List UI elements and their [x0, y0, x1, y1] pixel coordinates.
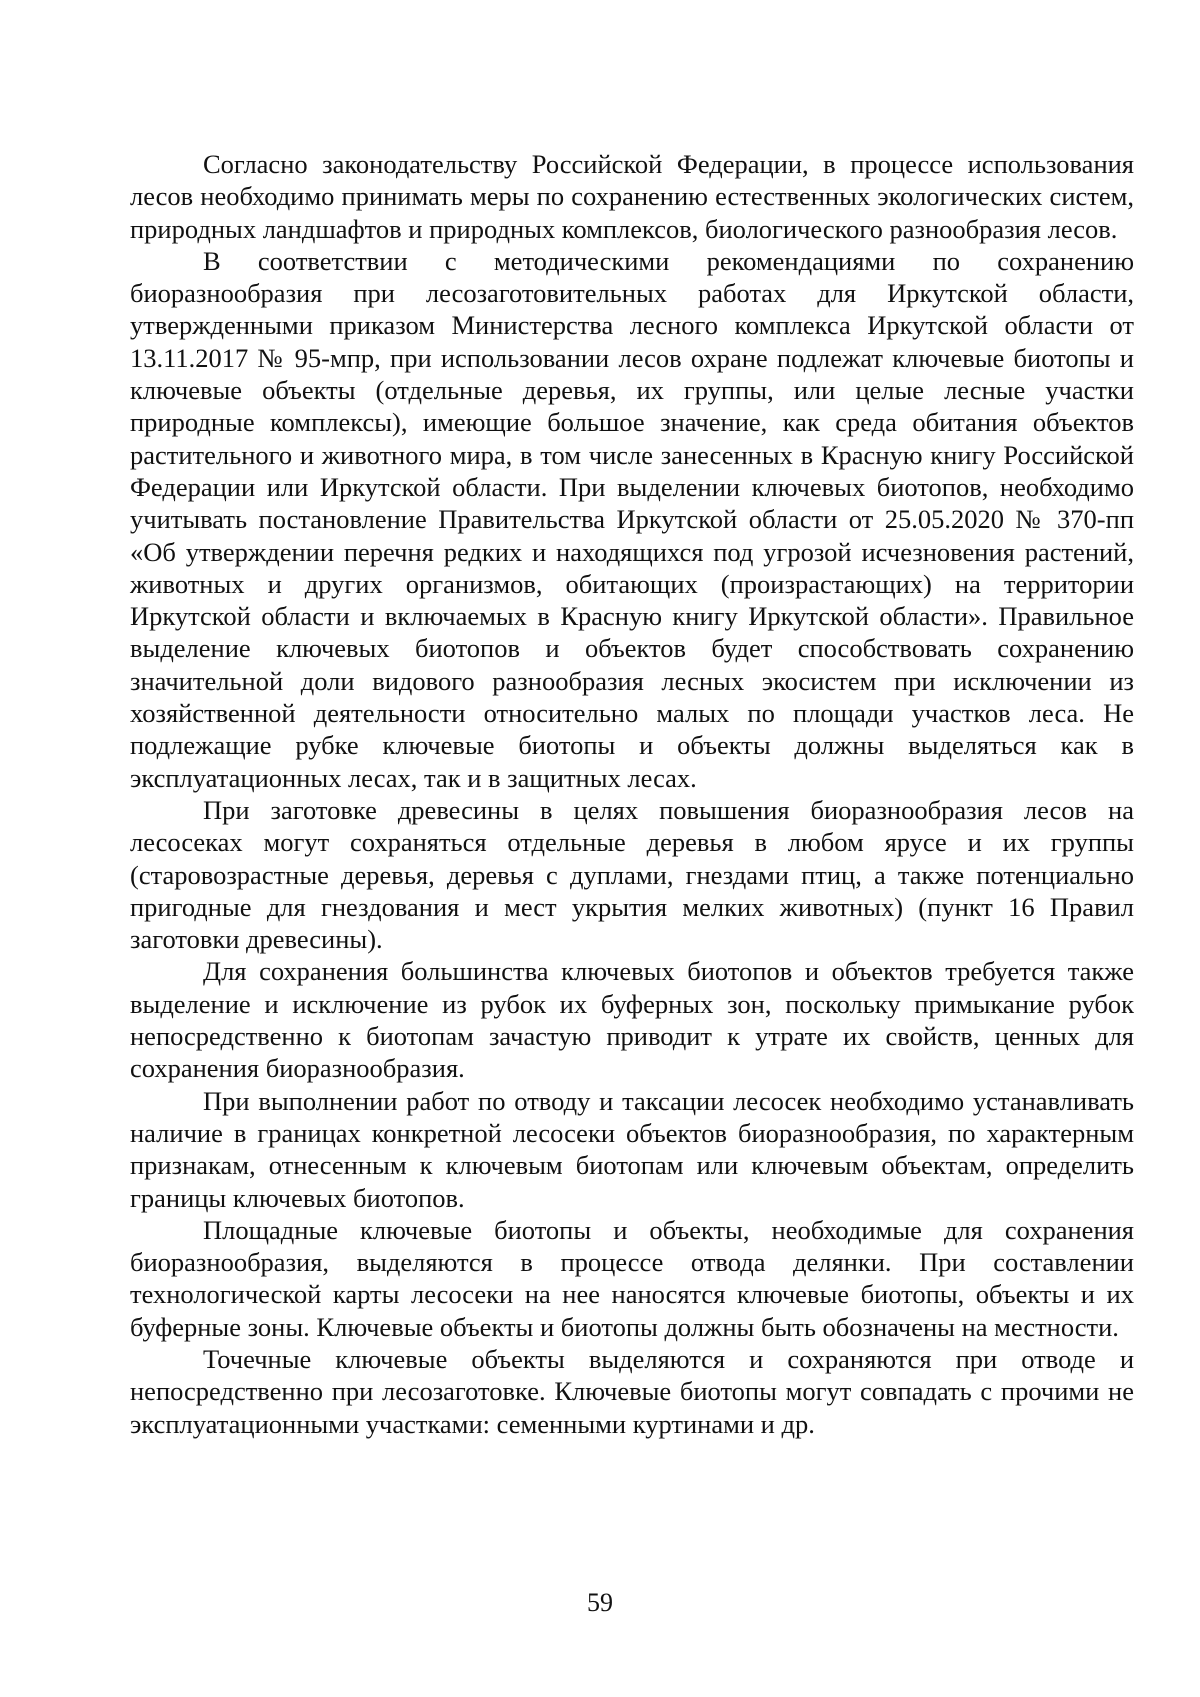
paragraph-1: Согласно законодательству Российской Федерации, в процессе использования лесов необходимо принимать меры по сохранению естественных экологических систем, природных ландшафтов и природных комплексов, биологического разнообразия лесов. — [130, 149, 1134, 244]
paragraph-5: При выполнении работ по отводу и таксации лесосек необходимо устанавливать наличие в границах конкретной лесосеки объектов биоразнообразия, по характерным признакам, отнесенным к ключевым биотопам или ключевым объектам, определить границы ключевых биотопов. — [130, 1085, 1134, 1213]
page-body — [130, 148, 1134, 1440]
page-number: 59 — [587, 1588, 613, 1617]
paragraph-2: В соответствии с методическими рекомендациями по сохранению биоразнообразия при лесозаготовительных работах для Иркутской области, утвержденными приказом Министерства лесного комплекса Иркутской области от 13.11.2017 № 95-мпр, при использовании лесов охране подлежат ключевые биотопы и ключевые объекты (отдельные деревья, их группы, или целые лесные участки природные комплексы), имеющие большое значение, как среда обитания объектов растительного и животного мира, в том числе занесенных в Красную книгу Российской Федерации или Иркутской области. При выделении ключевых биотопов, необходимо учитывать постановление Правительства Иркутской области от 25.05.2020 № 370-пп «Об утверждении перечня редких и находящихся под угрозой исчезновения растений, животных и других организмов, обитающих (произрастающих) на территории Иркутской области и включаемых в Красную книгу Иркутской области». Правильное выделение ключевых биотопов и объектов будет способствовать сохранению значительной доли видового разнообразия лесных экосистем при исключении из хозяйственной деятельности относительно малых по площади участков леса. Не подлежащие рубке ключевые биотопы и объекты должны выделяться как в эксплуатационных лесах, так и в защитных лесах. — [130, 245, 1134, 793]
paragraph-4: Для сохранения большинства ключевых биотопов и объектов требуется также выделение и исключение из рубок их буферных зон, поскольку примыкание рубок непосредственно к биотопам зачастую приводит к утрате их свойств, ценных для сохранения биоразнообразия. — [130, 956, 1134, 1084]
paragraph-7: Точечные ключевые объекты выделяются и сохраняются при отводе и непосредственно при лесозаготовке. Ключевые биотопы могут совпадать с прочими не эксплуатационными участками: семенными куртинами и др. — [130, 1343, 1134, 1439]
paragraph-6: Площадные ключевые биотопы и объекты, необходимые для сохранения биоразнообразия, выделяются в процессе отвода делянки. При составлении технологической карты лесосеки на нее наносятся ключевые биотопы, объекты и их буферные зоны. Ключевые объекты и биотопы должны быть обозначены на местности. — [130, 1214, 1134, 1342]
paragraph-3: При заготовке древесины в целях повышения биоразнообразия лесов на лесосеках могут сохраняться отдельные деревья в любом ярусе и их группы (старовозрастные деревья, деревья с дуплами, гнездами птиц, а также потенциально пригодные для гнездования и мест укрытия мелких животных) (пункт 16 Правил заготовки древесины). — [130, 794, 1134, 955]
